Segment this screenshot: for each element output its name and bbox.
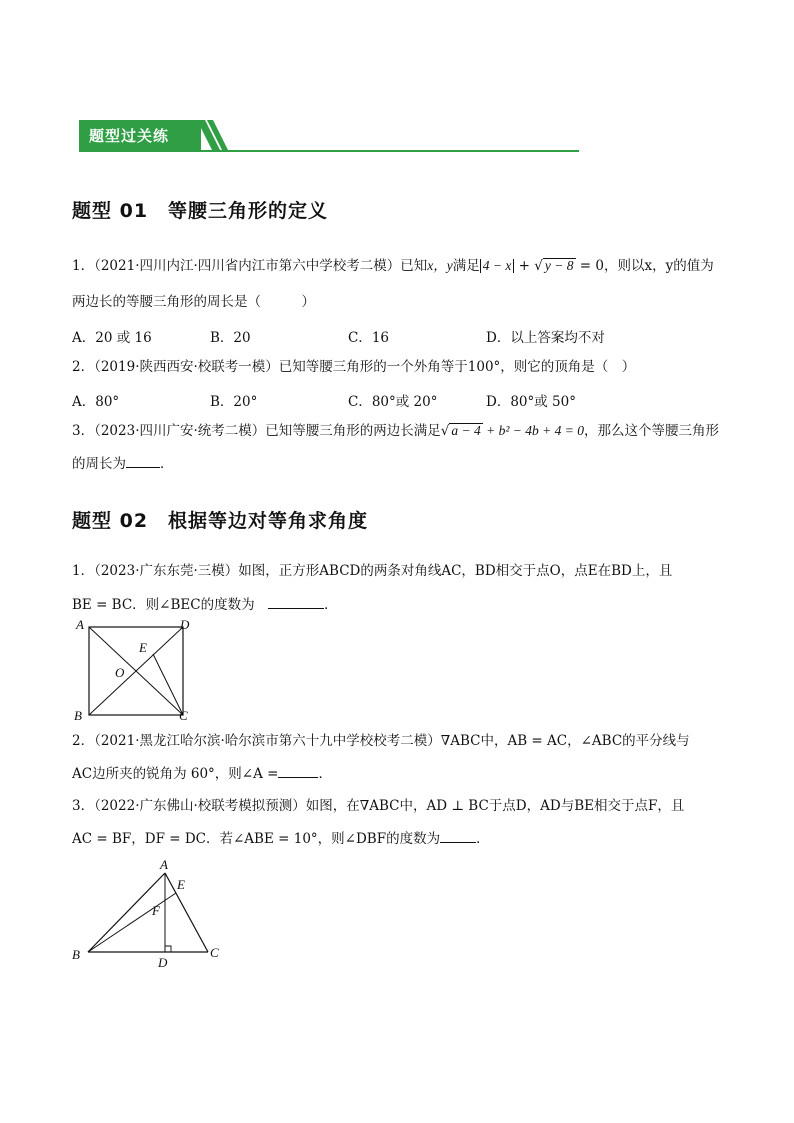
question-1-3-line2 (72, 453, 174, 474)
segment-ec (153, 654, 183, 715)
q2-2-line2-text: AC边所夹的锐角为 60°，则∠A = (72, 766, 279, 782)
question-1-1-line2: 两边长的等腰三角形的周长是（ ） (72, 294, 315, 310)
section-banner (79, 120, 579, 152)
q3-text-pre: 3．（2023·四川广安·统考二模）已知等腰三角形的两边长满足 (72, 423, 441, 439)
q1-plus: + (514, 258, 535, 274)
question-2-2-line1: 2．（2021·黑龙江哈尔滨·哈尔滨市第六十九中学校校考二模）∇ABC中，AB = AC，∠ABC的平分线与 (72, 733, 690, 749)
answer-blank[interactable] (268, 594, 324, 609)
q1-vars: x，y (427, 258, 453, 273)
banner-stripes-icon (197, 120, 237, 152)
question-2-3-line1: 3．（2022·广东佛山·校联考模拟预测）如图，在∇ABC中，AD ⊥ BC于点D，AD与BE相交于点F，且 (72, 798, 685, 814)
question-2-1-line1: 1．（2023·广东东莞·三模）如图，正方形ABCD的两条对角线AC，BD相交于点O，点E在BD上，且 (72, 563, 673, 579)
q3-text-post: ，那么这个等腰三角形 (584, 423, 720, 439)
answer-blank[interactable] (278, 763, 318, 778)
label-e: E (139, 640, 147, 655)
q2-3-line2-text: AC = BF，DF = DC．若∠ABE = 10°，则∠DBF的度数为 (72, 831, 441, 847)
q2-option-b[interactable]: B．20° (210, 394, 258, 410)
section-title-1: 题型 01 等腰三角形的定义 (72, 200, 329, 222)
label-b: B (74, 708, 82, 723)
label-a: A (160, 857, 168, 872)
q1-option-d[interactable]: D．以上答案均不对 (486, 330, 605, 346)
label-d: D (180, 617, 190, 632)
square-diagram (70, 614, 200, 724)
q1-eq: = 0 (575, 258, 604, 274)
q3-line2-end: ． (160, 456, 174, 472)
banner-underline (79, 150, 579, 152)
q2-option-a[interactable]: A．80° (72, 394, 120, 410)
q1-option-c[interactable]: C．16 (348, 330, 390, 346)
q1-sqrt-expr: y − 8 (544, 258, 574, 273)
q1-option-a[interactable]: A．20 或 16 (72, 330, 152, 346)
q1-text-mid: 满足 (452, 258, 480, 274)
banner-label: 题型过关练 (89, 127, 170, 145)
q2-1-line2-end: ． (324, 597, 338, 613)
q2-1-line2-text: BE = BC．则∠BEC的度数为 (72, 597, 255, 613)
q2-3-line2-end: ． (476, 831, 490, 847)
q3-expr-rest: + b² − 4b + 4 = 0 (482, 423, 585, 438)
question-2-3-line2 (72, 828, 490, 849)
triangle-diagram (68, 855, 228, 973)
label-o: O (115, 665, 125, 680)
q1-abs-expr: 4 − x (480, 259, 515, 273)
q3-sqrt-expr: a − 4 (451, 423, 481, 438)
q2-option-d[interactable]: D．80°或 50° (486, 394, 576, 410)
label-e: E (177, 877, 185, 892)
q1-text-post: ，则以x，y的值为 (603, 258, 714, 274)
q2-option-c[interactable]: C．80°或 20° (348, 394, 438, 410)
question-1-1-line1: 1．（2021·四川内江·四川省内江市第六中学校考二模）已知x，y满足 4 − x + √ y − 8 = 0，则以x，y的值为 (72, 258, 714, 274)
label-a: A (76, 617, 84, 632)
q2-2-line2-end: ． (318, 766, 332, 782)
side-ac (165, 873, 208, 952)
label-c: C (210, 945, 219, 960)
label-c: C (179, 708, 188, 723)
right-angle-mark-icon (165, 946, 171, 952)
segment-be (88, 893, 176, 952)
q1-text-pre: 1．（2021·四川内江·四川省内江市第六中学校考二模）已知 (72, 258, 428, 274)
question-2-1-line2 (72, 594, 338, 615)
question-1-2: 2．（2019·陕西西安·校联考一模）已知等腰三角形的一个外角等于100°，则它的顶角是（ ） (72, 359, 636, 375)
q3-line2-text: 的周长为 (72, 456, 126, 472)
q1-option-b[interactable]: B．20 (210, 330, 251, 346)
label-f: F (152, 903, 160, 918)
label-b: B (72, 947, 80, 962)
answer-blank[interactable] (126, 453, 160, 468)
section-title-2: 题型 02 根据等边对等角求角度 (72, 510, 369, 532)
question-1-3-line1: 3．（2023·四川广安·统考二模）已知等腰三角形的两边长满足√ a − 4 + b² − 4b + 4 = 0，那么这个等腰三角形 (72, 423, 720, 439)
answer-blank[interactable] (440, 828, 476, 843)
question-2-2-line2 (72, 763, 332, 784)
label-d: D (158, 955, 168, 970)
